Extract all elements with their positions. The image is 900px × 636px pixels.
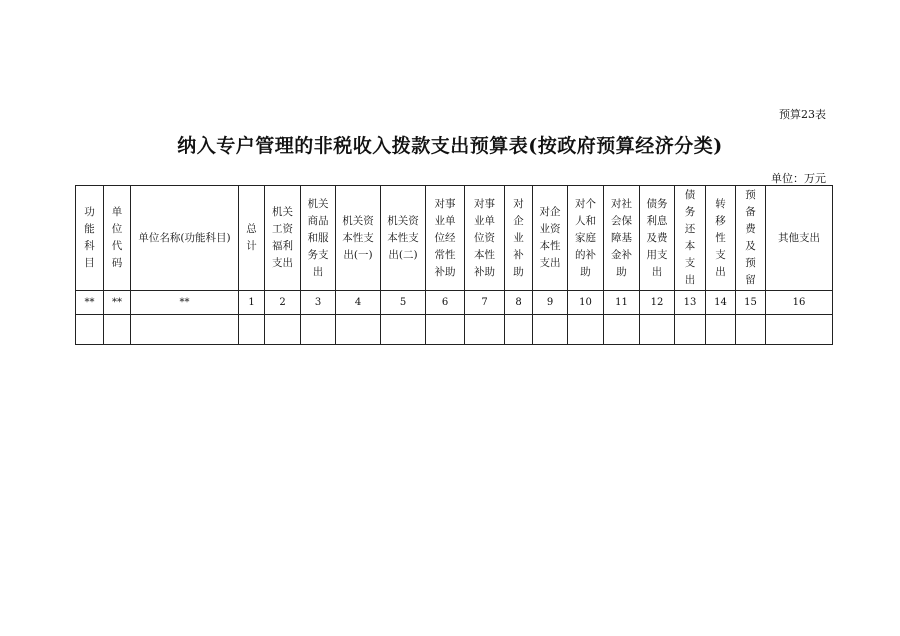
code-cell: 7 bbox=[465, 291, 505, 315]
code-cell: 16 bbox=[766, 291, 833, 315]
data-cell bbox=[239, 315, 265, 345]
code-cell: 10 bbox=[568, 291, 604, 315]
code-cell: ** bbox=[104, 291, 131, 315]
header-cell: 对社 会保 障基 金补 助 bbox=[604, 186, 640, 291]
unit-label: 单位：万元 bbox=[771, 172, 826, 185]
data-cell bbox=[640, 315, 675, 345]
header-cell: 预 备 费 及 预 留 bbox=[736, 186, 766, 291]
code-cell: 2 bbox=[265, 291, 301, 315]
page-title: 纳入专户管理的非税收入拨款支出预算表(按政府预算经济分类) bbox=[177, 135, 723, 157]
code-cell: ** bbox=[131, 291, 239, 315]
data-cell bbox=[265, 315, 301, 345]
header-cell: 对个 人和 家庭 的补 助 bbox=[568, 186, 604, 291]
column-code-row bbox=[76, 291, 833, 315]
code-cell: 11 bbox=[604, 291, 640, 315]
data-cell bbox=[736, 315, 766, 345]
header-cell: 对事 业单 位资 本性 补助 bbox=[465, 186, 505, 291]
header-cell: 单位名称(功能科目) bbox=[131, 186, 239, 291]
code-cell: ** bbox=[76, 291, 104, 315]
data-cell bbox=[675, 315, 706, 345]
header-cell: 机关资 本性支 出(二) bbox=[381, 186, 426, 291]
header-cell: 债务 利息 及费 用支 出 bbox=[640, 186, 675, 291]
data-cell bbox=[533, 315, 568, 345]
data-cell bbox=[465, 315, 505, 345]
code-cell: 15 bbox=[736, 291, 766, 315]
data-cell bbox=[706, 315, 736, 345]
data-cell bbox=[131, 315, 239, 345]
data-cell bbox=[301, 315, 336, 345]
table-number-label: 预算23表 bbox=[779, 108, 826, 121]
code-cell: 5 bbox=[381, 291, 426, 315]
code-cell: 3 bbox=[301, 291, 336, 315]
header-row bbox=[76, 186, 833, 291]
header-cell: 总 计 bbox=[239, 186, 265, 291]
data-cell bbox=[336, 315, 381, 345]
data-cell bbox=[766, 315, 833, 345]
data-cell bbox=[76, 315, 104, 345]
header-cell: 其他支出 bbox=[766, 186, 833, 291]
header-cell: 机关资 本性支 出(一) bbox=[336, 186, 381, 291]
code-cell: 9 bbox=[533, 291, 568, 315]
data-row bbox=[76, 315, 833, 345]
budget-table bbox=[75, 185, 833, 345]
code-cell: 8 bbox=[505, 291, 533, 315]
header-cell: 对事 业单 位经 常性 补助 bbox=[426, 186, 465, 291]
data-cell bbox=[505, 315, 533, 345]
data-cell bbox=[568, 315, 604, 345]
code-cell: 13 bbox=[675, 291, 706, 315]
header-cell: 功 能 科 目 bbox=[76, 186, 104, 291]
code-cell: 1 bbox=[239, 291, 265, 315]
code-cell: 12 bbox=[640, 291, 675, 315]
code-cell: 14 bbox=[706, 291, 736, 315]
header-cell: 对企 业资 本性 支出 bbox=[533, 186, 568, 291]
header-cell: 对 企 业 补 助 bbox=[505, 186, 533, 291]
header-cell: 机关 商品 和服 务支 出 bbox=[301, 186, 336, 291]
data-cell bbox=[426, 315, 465, 345]
code-cell: 6 bbox=[426, 291, 465, 315]
data-cell bbox=[104, 315, 131, 345]
data-cell bbox=[381, 315, 426, 345]
code-cell: 4 bbox=[336, 291, 381, 315]
header-cell: 单 位 代 码 bbox=[104, 186, 131, 291]
header-cell: 债 务 还 本 支 出 bbox=[675, 186, 706, 291]
data-cell bbox=[604, 315, 640, 345]
header-cell: 机关 工资 福利 支出 bbox=[265, 186, 301, 291]
header-cell: 转 移 性 支 出 bbox=[706, 186, 736, 291]
